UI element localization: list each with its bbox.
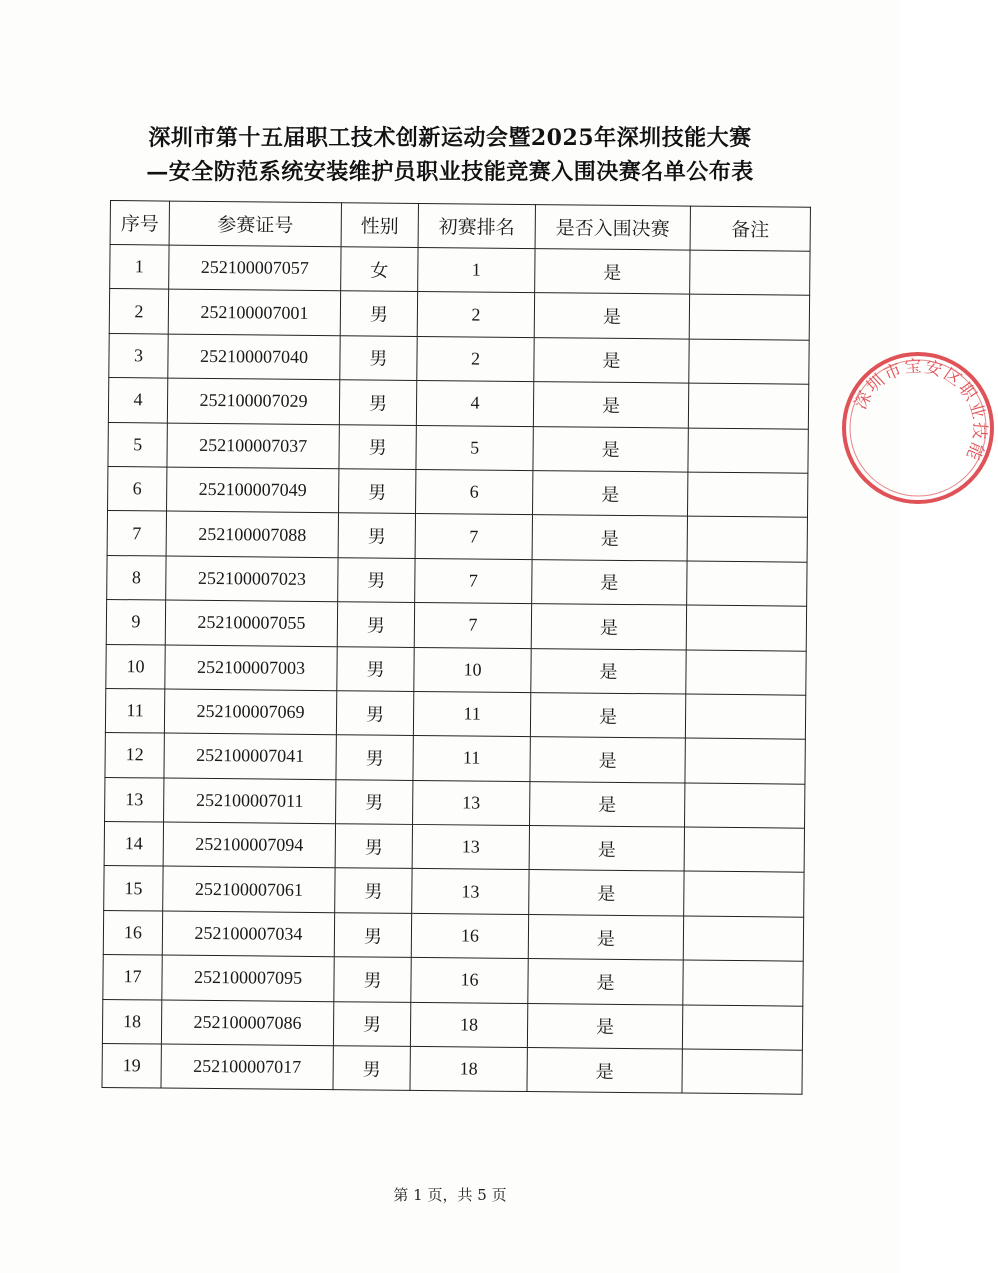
cell-remarks	[687, 516, 807, 562]
cell-prelim-rank: 13	[412, 825, 529, 871]
cell-finalist: 是	[528, 914, 683, 960]
finalist-table	[101, 200, 810, 1095]
cell-remarks	[686, 650, 806, 696]
cell-serial: 18	[102, 999, 161, 1044]
cell-gender: 男	[333, 1046, 410, 1091]
cell-serial: 9	[106, 600, 165, 645]
cell-gender: 男	[335, 868, 412, 913]
cell-prelim-rank: 7	[415, 514, 532, 560]
table-row	[107, 511, 807, 562]
cell-remarks	[683, 916, 803, 962]
cell-prelim-rank: 13	[413, 780, 530, 826]
cell-gender: 男	[336, 779, 413, 824]
header-remarks: 备注	[690, 206, 810, 251]
table-row	[102, 999, 802, 1050]
cell-remarks	[682, 1005, 802, 1051]
cell-serial: 17	[103, 955, 162, 1000]
cell-gender: 女	[341, 247, 418, 292]
cell-entry-id: 252100007029	[167, 378, 339, 424]
cell-remarks	[685, 694, 805, 740]
cell-prelim-rank: 2	[417, 292, 534, 338]
cell-finalist: 是	[527, 1048, 682, 1094]
cell-serial: 5	[108, 422, 167, 467]
cell-prelim-rank: 18	[410, 1002, 527, 1048]
cell-remarks	[685, 783, 805, 829]
cell-prelim-rank: 4	[416, 381, 533, 427]
table-row	[107, 555, 807, 606]
cell-prelim-rank: 16	[411, 958, 528, 1004]
cell-finalist: 是	[530, 781, 685, 827]
cell-remarks	[684, 872, 804, 918]
cell-gender: 男	[336, 691, 413, 736]
cell-entry-id: 252100007011	[164, 778, 336, 824]
cell-prelim-rank: 11	[413, 736, 530, 782]
cell-gender: 男	[334, 957, 411, 1002]
cell-entry-id: 252100007034	[162, 911, 334, 957]
table-row	[105, 733, 805, 784]
document-title-line1: 深圳市第十五届职工技术创新运动会暨2025年深圳技能大赛	[148, 125, 752, 151]
cell-prelim-rank: 1	[418, 247, 535, 293]
cell-entry-id: 252100007003	[165, 645, 337, 691]
cell-entry-id: 252100007037	[167, 423, 339, 469]
header-serial: 序号	[110, 201, 169, 246]
cell-gender: 男	[337, 602, 414, 647]
cell-gender: 男	[340, 291, 417, 336]
cell-prelim-rank: 7	[415, 558, 532, 604]
cell-prelim-rank: 10	[414, 647, 531, 693]
cell-finalist: 是	[530, 737, 685, 783]
cell-entry-id: 252100007088	[166, 511, 338, 557]
table-row	[104, 822, 804, 873]
cell-serial: 8	[107, 555, 166, 600]
cell-prelim-rank: 6	[416, 469, 533, 515]
header-prelim-rank: 初赛排名	[418, 203, 535, 248]
cell-serial: 13	[105, 777, 164, 822]
cell-gender: 男	[334, 913, 411, 958]
cell-serial: 14	[104, 822, 163, 867]
cell-prelim-rank: 16	[411, 913, 528, 959]
cell-gender: 男	[337, 646, 414, 691]
cell-prelim-rank: 2	[417, 336, 534, 382]
cell-serial: 12	[105, 733, 164, 778]
header-entry-id: 参赛证号	[169, 201, 341, 247]
cell-serial: 10	[106, 644, 165, 689]
cell-serial: 2	[109, 289, 168, 334]
table-row	[106, 600, 806, 651]
header-finalist: 是否入围决赛	[535, 205, 690, 250]
cell-remarks	[682, 1049, 802, 1095]
cell-serial: 16	[103, 910, 162, 955]
cell-finalist: 是	[527, 1003, 682, 1049]
cell-finalist: 是	[532, 515, 687, 561]
cell-entry-id: 252100007040	[168, 334, 340, 380]
table-row	[110, 245, 810, 296]
cell-finalist: 是	[533, 426, 688, 472]
cell-entry-id: 252100007017	[161, 1044, 333, 1090]
cell-prelim-rank: 18	[410, 1046, 527, 1092]
cell-finalist: 是	[534, 293, 689, 339]
cell-entry-id: 252100007055	[165, 600, 337, 646]
table-row	[106, 644, 806, 695]
cell-prelim-rank: 5	[416, 425, 533, 471]
cell-finalist: 是	[529, 826, 684, 872]
cell-serial: 4	[108, 378, 167, 423]
cell-remarks	[688, 428, 808, 474]
cell-serial: 15	[104, 866, 163, 911]
cell-serial: 19	[102, 1043, 161, 1088]
cell-finalist: 是	[533, 382, 688, 428]
cell-finalist: 是	[531, 648, 686, 694]
cell-gender: 男	[333, 1001, 410, 1046]
cell-finalist: 是	[531, 604, 686, 650]
cell-remarks	[687, 472, 807, 518]
cell-remarks	[690, 250, 810, 296]
cell-prelim-rank: 11	[413, 691, 530, 737]
cell-entry-id: 252100007069	[164, 689, 336, 735]
cell-finalist: 是	[530, 692, 685, 738]
cell-entry-id: 252100007001	[168, 289, 340, 335]
cell-entry-id: 252100007086	[161, 1000, 333, 1046]
cell-gender: 男	[339, 380, 416, 425]
cell-finalist: 是	[532, 559, 687, 605]
cell-remarks	[683, 960, 803, 1006]
table-row	[108, 422, 808, 473]
table-row	[109, 333, 809, 384]
table-row	[103, 910, 803, 961]
cell-entry-id: 252100007094	[163, 822, 335, 868]
cell-remarks	[687, 561, 807, 607]
cell-entry-id: 252100007023	[166, 556, 338, 602]
cell-entry-id: 252100007061	[163, 867, 335, 913]
cell-serial: 11	[105, 688, 164, 733]
cell-remarks	[689, 339, 809, 385]
cell-remarks	[689, 294, 809, 340]
cell-gender: 男	[340, 335, 417, 380]
table-header-row	[110, 201, 810, 252]
cell-finalist: 是	[532, 471, 687, 517]
table-body	[102, 245, 810, 1095]
cell-entry-id: 252100007057	[169, 245, 341, 291]
cell-prelim-rank: 13	[412, 869, 529, 915]
cell-serial: 6	[108, 466, 167, 511]
cell-finalist: 是	[534, 337, 689, 383]
cell-gender: 男	[336, 735, 413, 780]
cell-prelim-rank: 7	[414, 603, 531, 649]
cell-entry-id: 252100007095	[162, 955, 334, 1001]
cell-gender: 男	[335, 824, 412, 869]
table-row	[105, 688, 805, 739]
cell-gender: 男	[338, 557, 415, 602]
cell-gender: 男	[339, 469, 416, 514]
table-row	[102, 1043, 802, 1094]
table-row	[103, 955, 803, 1006]
cell-remarks	[685, 738, 805, 784]
seal-text: 深圳市宝安区职业技能	[850, 356, 990, 465]
table-row	[109, 289, 809, 340]
cell-gender: 男	[338, 513, 415, 558]
cell-serial: 3	[109, 333, 168, 378]
table-row	[105, 777, 805, 828]
cell-serial: 7	[107, 511, 166, 556]
cell-finalist: 是	[529, 870, 684, 916]
document-title-line2: —安全防范系统安装维护员职业技能竞赛入围决赛名单公布表	[146, 159, 754, 185]
table-row	[108, 378, 808, 429]
cell-remarks	[688, 383, 808, 429]
cell-gender: 男	[339, 424, 416, 469]
header-gender: 性别	[341, 203, 418, 248]
cell-finalist: 是	[535, 249, 690, 295]
cell-finalist: 是	[528, 959, 683, 1005]
cell-remarks	[686, 605, 806, 651]
page-footer: 第 1 页，共 5 页	[393, 1186, 507, 1204]
table-row	[104, 866, 804, 917]
cell-remarks	[684, 827, 804, 873]
table-row	[108, 466, 808, 517]
cell-entry-id: 252100007041	[164, 733, 336, 779]
cell-serial: 1	[110, 245, 169, 290]
official-seal	[838, 348, 998, 508]
cell-entry-id: 252100007049	[167, 467, 339, 513]
